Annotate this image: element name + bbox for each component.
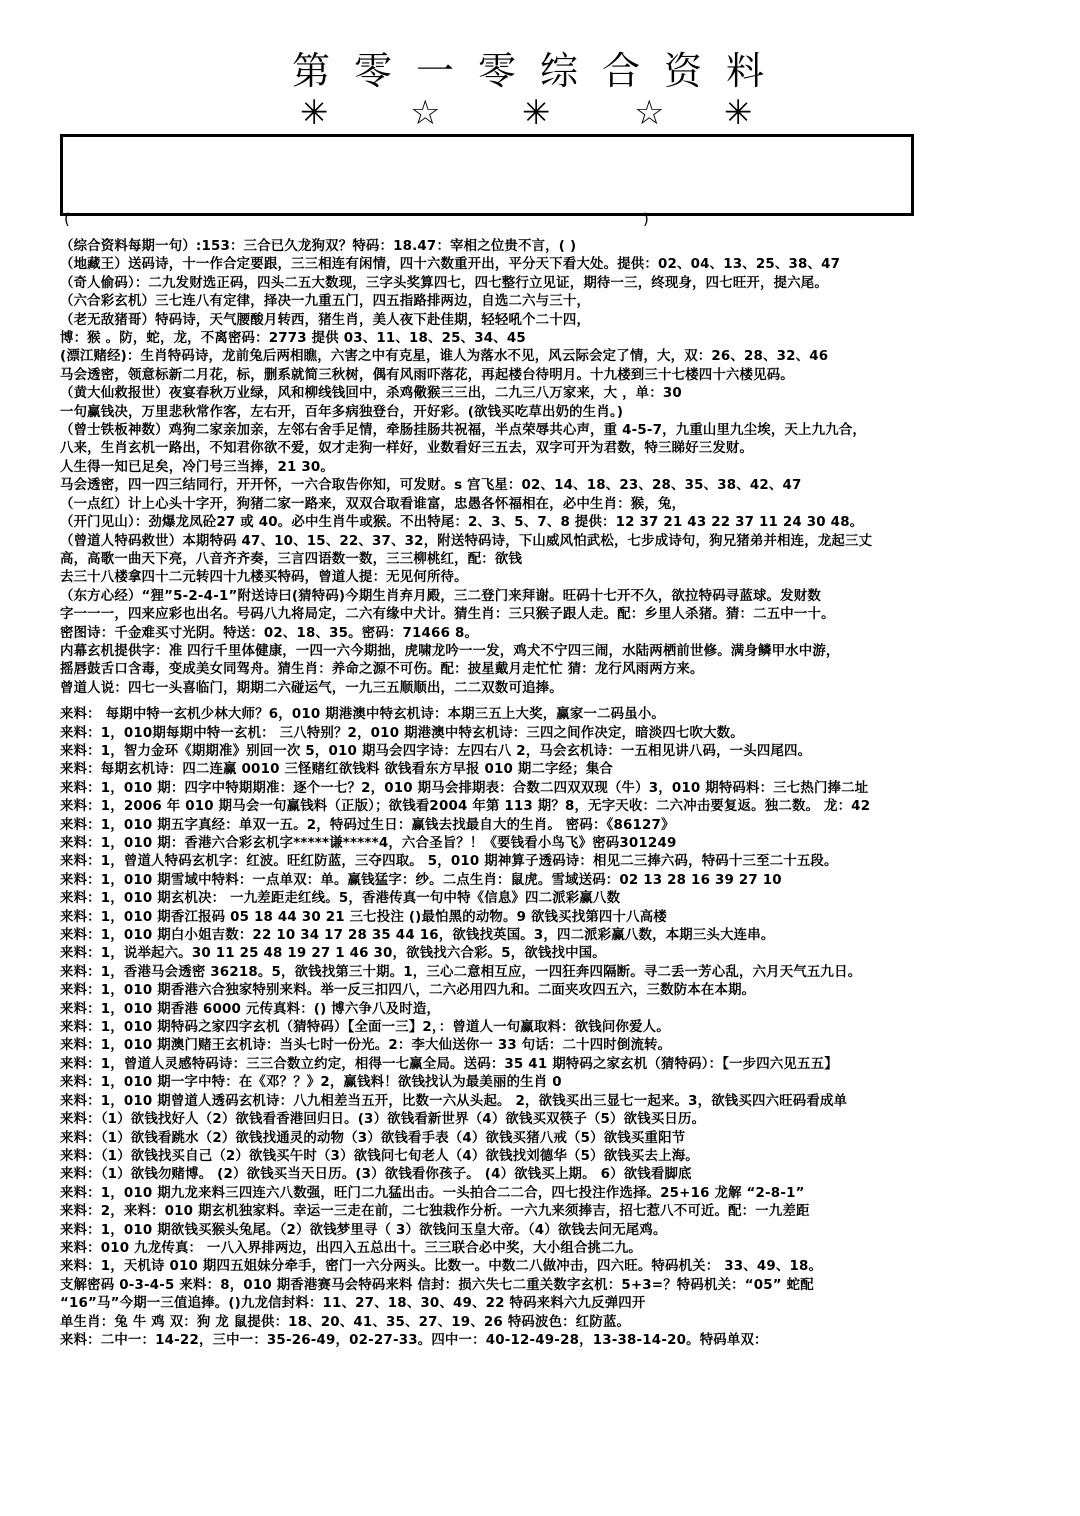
text-line: 来料：1，曾道人特码玄机字：红波。旺红防蓝，三夺四取。 5，010 期神算子透码诗：相见二三捧六码，特码十三至二十五段。: [60, 854, 838, 870]
text-line: 来料：1，010 期九龙来料三四连六八数强，旺门二九猛出击。一头拍合二二合，四七投注作选择。25+16 龙解 “2-8-1”: [60, 1185, 805, 1201]
text-line: 来料：1，010 期一字中特：在《邓？？》2，赢钱料！欲钱找认为最美丽的生肖 0: [60, 1075, 562, 1091]
text-line: （老无敌猪哥）特码诗，天气腰酸月转西，猪生肖，美人夜下赴佳期，轻轻吼个二十四，: [60, 312, 591, 328]
text-line: （东方心经）“狸”5-2-4-1”附送诗曰(猜特码)今期生肖弃月殿，三二登门来拜谢。旺码十七开不久，欲拉特码寻蓝球。发财数: [60, 588, 821, 604]
text-line: （奇人偷码）：二九发财选正码，四头二五大数现，三字头奖算四七，四七整行立见证，期待一三，终现身，四七旺开，提六尾。: [60, 275, 828, 291]
text-line: 摇唇鼓舌口含毒，变成美女同驾舟。猜生肖：养命之源不可伤。配：披星戴月走忙忙 猜：龙行风雨两方来。: [60, 662, 704, 678]
text-line: 来料：每期玄机诗：四二连赢 0010 三怪赌红欲钱料 欲钱看东方早报 010 期二字经；集合: [60, 762, 614, 778]
text-line: 来料：（1）欲钱找买自己（2）欲钱买午时（3）欲钱问七旬老人（4）欲钱找刘德华（5）欲钱买去上海。: [60, 1148, 699, 1164]
text-line: 来料：二中一：14-22，三中一：35-26-49，02-27-33。四中一：40-12-49-28，13-38-14-20。特码单双：: [60, 1332, 768, 1348]
text-line: 博：猴 。防，蛇，龙，不离密码：2773 提供 03、11、18、25、34、45: [60, 331, 526, 347]
text-line: 来料：1，010 期玄机决： 一九差距走红线。5，香港传真一句中特《信息》四二派彩赢八数: [60, 891, 621, 907]
page-title: 第零一零综合资料: [291, 49, 788, 93]
text-line: 马会透密，领意标新二月花，标，删系就简三秋树，偶有风雨吓落花，再起楼台待明月。十九楼到三十七楼四十六楼见码。: [60, 367, 794, 383]
text-line: （曾士铁板神数）鸡狗二家亲加亲，左邻右舍手足情，牵肠挂肠共祝福，半点荣辱共心声，重 4-5-7，九重山里九尘埃，天上九九合，: [60, 423, 866, 439]
text-line: 去三十八楼拿四十二元转四十九楼买特码，曾道人提：无见何所待。: [60, 570, 468, 586]
text-line: 来料：1，010期每期中特一玄机： 三八特别？2，010 期港澳中特玄机诗：三四之间作决定，暗淡四七吹大数。: [60, 725, 744, 741]
text-line: 来料：1，010 期特码之家四字玄机（猜特码）【全面一三】2，：曾道人一句赢取料：欲钱问你爱人。: [60, 1020, 670, 1036]
text-line: （地藏王）送码诗，十一作合定要跟，三三相连有闲情，四十六数重开出，平分天下看大处。提供：02、04、13、25、38、47: [60, 257, 841, 273]
text-line: 来料：1，010 期香江报码 05 18 44 30 21 三七投注 ()最怕黑的动物。9 欲钱买找第四十八高楼: [60, 909, 667, 925]
text-line: 来料：1，010 期香港六合独家特别来料。举一反三扣四八，二六必用四九和。二面夹攻四五六，三数防本在本期。: [60, 983, 756, 999]
text-line: （曾道人特码救世）本期特码 47、10、15、22、37、32，附送特码诗，下山威风怕武松，七步成诗句，狗兄猪弟并相连，龙起三丈: [60, 533, 873, 549]
text-line: 来料：1，天机诗 010 期四五姐妹分牵手，密门一六分两头。比数一。中数二八做冲击，四六旺。特码机关： 33、49、18。: [60, 1259, 823, 1275]
text-line: 曾道人说：四七一头喜临门，期期二六碰运气，一九三五顺顺出，二二双数可追捧。: [60, 680, 563, 696]
text-line: 来料：1，010 期：香港六合彩玄机字*****谦*****4，六合圣旨？！《要钱看小鸟飞》密码301249: [60, 836, 677, 851]
text-line: 来料：1，2006 年 010 期马会一句赢钱料（正版）；欲钱看2004 年第 113 期？8，无字天收：二六冲击要复返。独二数。 龙：42: [60, 799, 871, 815]
text-line: 来料：010 九龙传真： 一八入界排两边，出四入五总出十。三三联合必中奖，大小组合挑二九。: [60, 1240, 642, 1256]
text-line: 来料：（1）欲钱看跳水（2）欲钱找通灵的动物（3）欲钱看手表（4）欲钱买猪八戒（5）欲钱买重阳节: [60, 1130, 686, 1146]
text-line: 内幕玄机提供字：准 四行千里体健康，一四一六今期拙，虎啸龙吟一一发，鸡犬不宁四三闹，水陆两栖前世修。满身鳞甲水中游，: [60, 643, 840, 659]
text-line: 来料：1，010 期五字真经：单双一五。2，特码过生日：赢钱去找最自大的生肖。 密码：《86127》: [60, 817, 675, 833]
text-line: 来料：1，010 期澳门赌王玄机诗：当头七时一份光。2：李大仙送你一 33 句话：二十四时倒流转。: [60, 1038, 672, 1054]
blank-banner-box: [60, 134, 914, 216]
text-line: （综合资料每期一句）:153：三合已久龙狗双？特码：18.47：宰相之位贵不言，( ): [60, 239, 577, 254]
section-gap: [60, 698, 1060, 706]
text-line: “16”马”今期一三值追捧。()九龙信封料：11、27、18、30、49、22 特码来料六九反弹四开: [60, 1296, 646, 1312]
text-line: 马会透密，四一四三结同行，开开怀，一六合取告你知，可发财。s 宫飞星：02、14、18、23、28、35、38、42、47: [60, 478, 802, 494]
text-line: （一点红）计上心头十字开，狗猪二家一路来，双双合取看谁富，忠愚各怀福相在，必中生肖：猴，兔，: [60, 496, 686, 512]
text-line: 来料：1，说举起六。30 11 25 48 19 27 1 46 30，欲钱找六合彩。5，欲钱找中国。: [60, 946, 606, 962]
text-line: 来料：1，010 期香港 6000 元传真料：() 博六争八及时造，: [60, 1001, 441, 1017]
document-body: [60, 238, 1060, 1350]
text-line: 来料：2，来料：010 期玄机独家料。幸运一三走在前，二七独栽作分析。一六九来须捧吉，招七惹八不可近。配：一九差距: [60, 1204, 810, 1220]
asterisk-icon: ✳: [724, 93, 753, 133]
star-icon: ☆: [410, 93, 441, 133]
text-line: 来料：1，智力金环《期期准》别回一次 5，010 期马会四字诗：左四右八 2，马会玄机诗：一五相见讲八码，一头四尾四。: [60, 743, 812, 759]
text-line: 一句赢钱决，万里悲秋常作客，左右开，百年多病独登台，开好彩。(欲钱买吃草出奶的生肖。): [60, 404, 624, 420]
text-line: 来料：1，010 期白小姐吉数：22 10 34 17 28 35 44 16，欲钱找英国。3，四二派彩赢八数，本期三头大连串。: [60, 928, 775, 944]
text-line: 来料：1，010 期：四字中特期期准：逐个一七？2，010 期马会排期表：合数二四双双现（牛）3，010 期特码料：三七热门捧二址: [60, 780, 869, 796]
text-line: （六合彩玄机）三七连八有定律，择决一九重五门，四五指路排两边，自选二六与三十，: [60, 294, 591, 310]
text-line: 来料：（1）欲钱勿赌博。 (2）欲钱买当天日历。(3）欲钱看你孩子。 (4）欲钱买上期。 6）欲钱看脚底: [60, 1167, 692, 1183]
text-line: 八来，生肖玄机一路出，不知君你欲不爱，奴才走狗一样好，业数看好三五去，双字可开为君数，特三睇好三发财。: [60, 441, 754, 457]
text-line: （黄大仙救报世）夜宴春秋万业绿，风和柳线钱回中，杀鸡儆猴三三出，二九三八万家来，大 ，单：30: [60, 386, 682, 402]
text-line: 来料：1，010 期欲钱买猴头兔尾。（2）欲钱梦里寻（ 3）欲钱问玉皇大帝。（4）欲钱去问无尾鸡。: [60, 1222, 667, 1238]
text-line: （开门见山）：劲爆龙凤砼27 或 40。必中生肖牛或猴。不出特尾：2、3、5、7、8 提供：12 37 21 43 22 37 11 24 30 48。: [60, 515, 864, 531]
text-line: 字一一一，四来应彩也出名。号码八九将局定，二六有缘中犬计。猜生肖：三只猴子跟人走。配：乡里人杀猪。猜：二五中一十。: [60, 607, 835, 623]
asterisk-icon: ✳: [300, 93, 329, 133]
section-riddles: [60, 238, 1060, 698]
open-paren: (: [64, 210, 70, 228]
text-line: 来料： 每期中特一玄机少林大师？6，010 期港澳中特玄机诗：本期三五上大奖，赢家一二码虽小。: [60, 707, 666, 723]
star-row: [300, 93, 770, 136]
text-line: 来料：1，010 期曾道人透码玄机诗：八九相差当五开，比数一六从头起。 2，欲钱买出三显七一起来。3，欲钱买四六旺码看成单: [60, 1093, 848, 1109]
section-sources: [60, 706, 1060, 1350]
text-line: 密图诗：千金难买寸光阴。特送：02、18、35。密码：71466 8。: [60, 625, 479, 641]
text-line: 来料：1，香港马会透密 36218。5，欲钱找第三十期。1，三心二意相互应，一四狂奔四隔断。寻二丢一芳心乱，六月天气五九日。: [60, 964, 862, 980]
close-paren: ): [643, 210, 649, 228]
text-line: 人生得一知已足矣，冷门号三当捧，21 30。: [60, 459, 334, 475]
text-line: 单生肖：兔 牛 鸡 双：狗 龙 鼠提供：18、20、41、35、27、19、26 特码波色：红防蓝。: [60, 1314, 631, 1330]
text-line: 来料：1，010 期雪域中特料：一点单双：单。赢钱猛字：纱。二点生肖：鼠虎。雪域送码：02 13 28 16 39 27 10: [60, 872, 782, 888]
star-icon: ☆: [634, 93, 665, 133]
text-line: 来料：（1）欲钱找好人（2）欲钱看香港回归日。(3）欲钱看新世界（4）欲钱买双筷子（5）欲钱买日历。: [60, 1112, 706, 1128]
text-line: 来料：1，曾道人灵感特码诗：三三合数立约定，相得一七赢全局。送码：35 41 期特码之家玄机（猜特码）：【一步四六见五五】: [60, 1056, 838, 1072]
text-line: 高，高歌一曲天下亮，八音齐齐奏，三言四语数一数，三三柳桃红，配：欲钱: [60, 551, 523, 567]
text-line: 支解密码 0-3-4-5 来料：8，010 期香港赛马会特码来料 信封：损六失七二重关数字玄机：5+3=？特码机关：“05” 蛇配: [60, 1277, 814, 1293]
text-line: (漂江赌经)：生肖特码诗，龙前兔后两相瞧，六害之中有克星，谁人为落水不见，风云际会定了情，大，双：26、28、32、46: [60, 349, 829, 365]
asterisk-icon: ✳: [522, 93, 551, 133]
